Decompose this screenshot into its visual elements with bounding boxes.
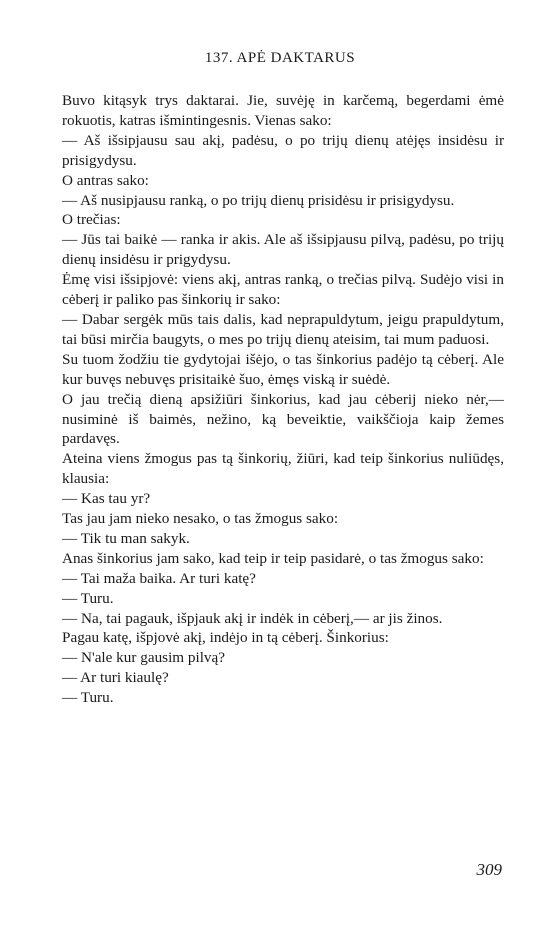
paragraph: — Tik tu man sakyk. [62, 529, 190, 547]
paragraph: O jau trečią dieną apsižiūri šinkorius, kad jau cėberij nieko nėr,— nusiminė iš baimės, nežino, ką beveiktie, vaikščioja kaip žemes pardavęs. [62, 390, 504, 448]
chapter-title: 137. APĖ DAKTARUS [204, 50, 356, 66]
paragraph: — Tai maža baika. Ar turi katę? [62, 569, 256, 587]
paragraph: Ėmę visi išsipjovė: viens akį, antras ranką, o trečias pilvą. Sudėjo visi in cėberį ir paliko pas šinkorių ir sako: [62, 271, 504, 309]
paragraph: O antras sako: [62, 171, 149, 189]
paragraph: Anas šinkorius jam sako, kad teip ir teip pasidarė, o tas žmogus sako: [62, 549, 484, 567]
paragraph: Tas jau jam nieko nesako, o tas žmogus sako: [62, 510, 339, 528]
paragraph: — Turu. [62, 689, 114, 707]
paragraph: — Kas tau yr? [62, 490, 151, 508]
paragraph: Su tuom žodžiu tie gydytojai išėjo, o tas šinkorius padėjo tą cėberį. Ale kur buvęs nebuvęs prisitaikė šuo, ėmęs viską ir suėdė. [62, 350, 504, 388]
paragraph: — Jūs tai baikė — ranka ir akis. Ale aš išsipjausu pilvą, padėsu, po trijų dienų insidėsu ir prigydysu. [62, 231, 504, 269]
paragraph: — N'ale kur gausim pilvą? [62, 649, 226, 667]
paragraph: — Aš nusipjausu ranką, o po trijų dienų prisidėsu ir prisigydysu. [62, 191, 455, 209]
story-text [62, 91, 504, 708]
paragraph: — Turu. [62, 589, 114, 607]
page-number: 309 [476, 860, 502, 879]
paragraph: O trečias: [62, 211, 121, 229]
paragraph: Pagau katę, išpjovė akį, indėjo in tą cėberį. Šinkorius: [62, 629, 389, 647]
paragraph: Ateina viens žmogus pas tą šinkorių, žiūri, kad teip šinkorius nuliūdęs, klausia: [62, 450, 504, 488]
paragraph: — Ar turi kiaulę? [62, 669, 169, 687]
paragraph: — Na, tai pagauk, išpjauk akį ir indėk in cėberį,— ar jis žinos. [62, 609, 443, 627]
paragraph: Buvo kitąsyk trys daktarai. Jie, suvėję in karčemą, begerdami ėmė rokuotis, katras išmintingesnis. Vienas sako: [62, 92, 504, 129]
paragraph: — Aš išsipjausu sau akį, padėsu, o po trijų dienų atėjęs insidėsu ir prisigydysu. [62, 131, 504, 169]
paragraph: — Dabar sergėk mūs tais dalis, kad neprapuldytum, jeigu prapuldytum, tai būsi mirčia baugyts, o mes po trijų dienų ateisim, tai mum paduosi. [62, 310, 504, 348]
